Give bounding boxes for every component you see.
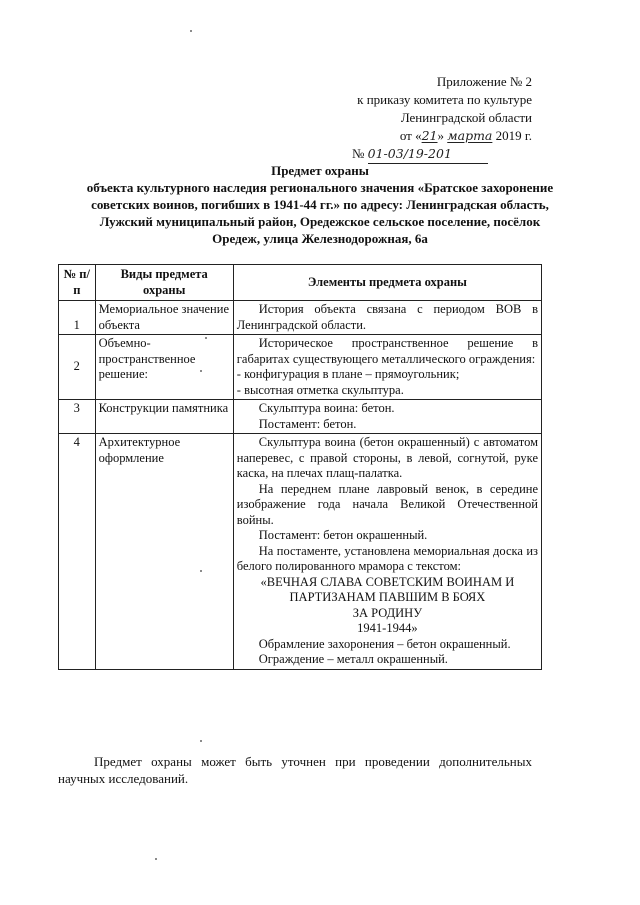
element-paragraph: Скульптура воина: бетон. [258,401,395,415]
scan-speck [155,858,157,860]
row-num: 2 [59,335,96,400]
table-row [59,335,542,400]
element-paragraph: История объекта связана с периодом ВОВ в Ленинградской области. [236,302,538,332]
element-paragraph: На переднем плане лавровый венок, в середине изображение года начала Великой Отечественной войны. [236,481,538,527]
date-mid: » [437,128,444,143]
element-list-item: - конфигурация в плане – прямоугольник; [236,367,460,381]
protection-table [58,264,542,670]
table-header-row [59,265,542,301]
row-elements [233,434,541,670]
order-date-line [272,127,532,145]
table-row [59,400,542,434]
element-paragraph: Ограждение – металл окрашенный. [258,652,448,666]
scan-speck [190,30,192,32]
element-paragraph: На постаменте, установлена мемориальная доска из белого полированного мрамора с текстом: [236,543,538,573]
title-line-3: советских воинов, погибших в 1941-44 гг.» по адресу: Ленинградская область, [91,197,549,212]
row-num: 4 [59,434,96,670]
element-list-item: - высотная отметка скульптура. [236,382,404,397]
row-kind: Архитектурное оформление [95,434,233,670]
row-elements [233,400,541,434]
title-line-5: Оредеж, улица Железнодорожная, 6а [212,231,428,246]
order-number-handwritten: 01-03/19-201 [368,145,488,164]
element-paragraph: Историческое пространственное решение в габаритах существующего металлического ограждения: [236,336,538,366]
scan-speck [200,740,202,742]
scan-speck [200,570,202,572]
scan-speck [200,370,202,372]
number-prefix: № [352,146,365,161]
row-kind: Конструкции памятника [95,400,233,434]
date-prefix: от « [399,128,422,143]
date-year: 2019 г. [495,128,532,143]
order-line-2: Ленинградской области [400,110,532,125]
table-row [59,301,542,335]
closing-paragraph: Предмет охраны может быть уточнен при проведении дополнительных научных исследований. [58,754,532,786]
element-paragraph: Обрамление захоронения – бетон окрашенный. [258,636,511,651]
plaque-inscription-line: 1941-1944» [357,621,418,635]
title-line-2: объекта культурного наследия регионального значения «Братское захоронение [86,180,554,195]
row-num: 1 [59,301,96,335]
table-row [59,434,542,670]
plaque-inscription-line: ПАРТИЗАНАМ ПАВШИМ В БОЯХ [289,590,486,604]
document-title [28,162,612,247]
order-line-1: к приказу комитета по культуре [357,92,532,107]
row-kind: Мемориальное значение объекта [95,301,233,335]
header-num: № п/п [59,265,96,301]
title-line-4: Лужский муниципальный район, Оредежское сельское поселение, посёлок [99,214,541,229]
date-month-handwritten: марта [447,128,493,143]
appendix-label: Приложение № 2 [436,74,532,89]
row-elements [233,335,541,400]
row-kind: Объемно-пространственное решение: [95,335,233,400]
element-paragraph: Скульптура воина (бетон окрашенный) с автоматом наперевес, с правой стороны, в левой, согнутой, руке каска, на плечах плащ-палатка. [236,435,538,480]
plaque-inscription-line: «ВЕЧНАЯ СЛАВА СОВЕТСКИМ ВОИНАМ И [260,574,515,589]
title-line-1: Предмет охраны [271,163,369,178]
row-elements [233,301,541,335]
date-day-handwritten: 21 [421,128,438,143]
plaque-inscription-line: ЗА РОДИНУ [352,605,423,620]
element-paragraph: Постамент: бетон. [258,416,357,431]
scan-speck [205,337,207,339]
header-kind: Виды предмета охраны [95,265,233,301]
element-paragraph: Постамент: бетон окрашенный. [258,528,428,542]
header-elements: Элементы предмета охраны [233,265,541,301]
row-num: 3 [59,400,96,434]
appendix-header [272,73,532,164]
